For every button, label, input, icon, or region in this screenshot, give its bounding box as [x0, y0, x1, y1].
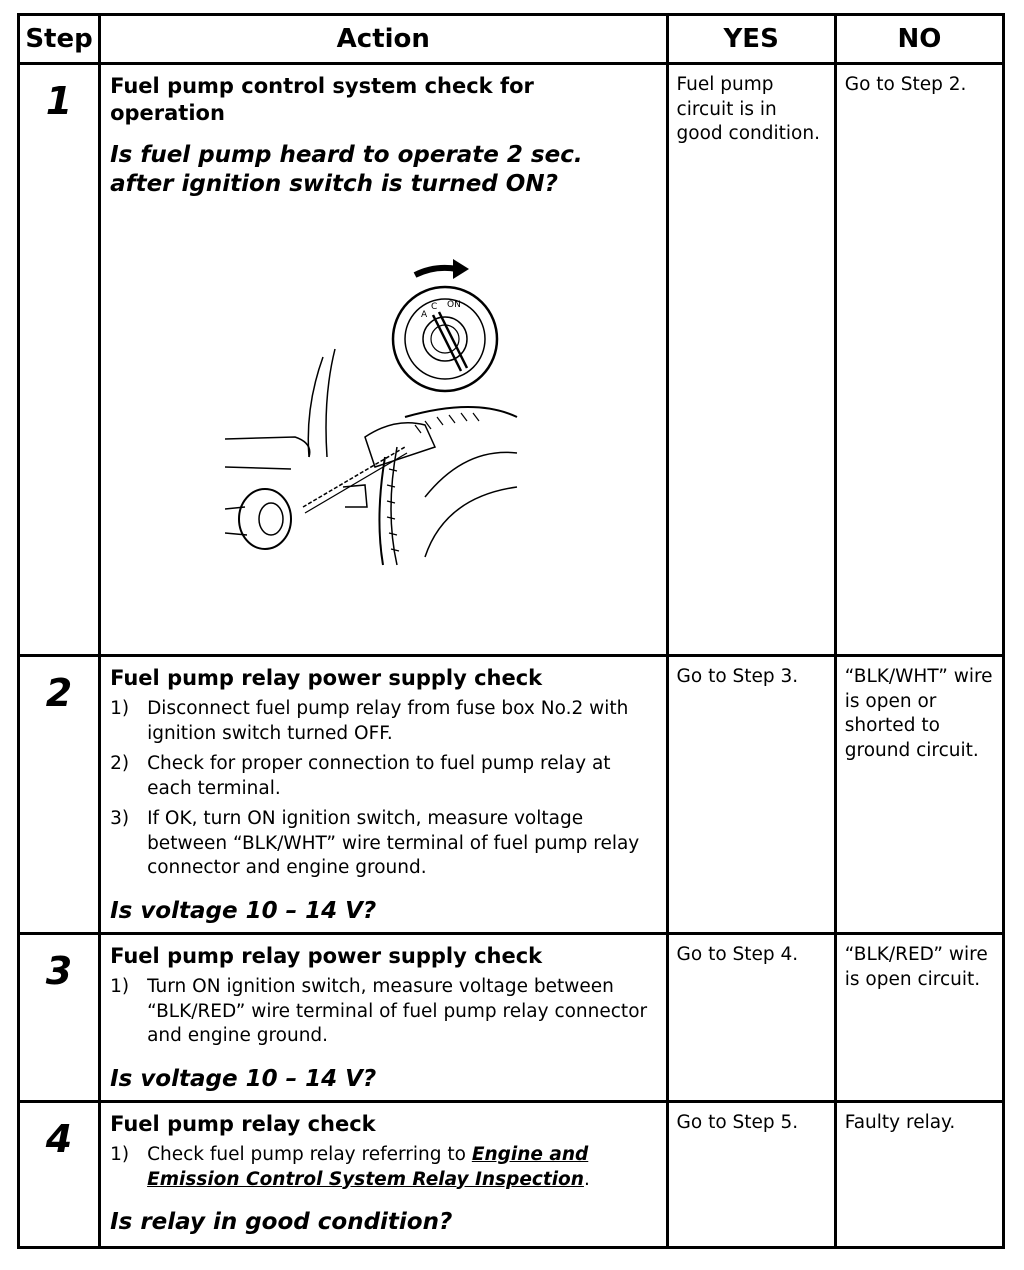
svg-text:A: A	[421, 310, 428, 320]
no-result: “BLK/WHT” wire is open or shorted to ground circuit.	[844, 666, 993, 761]
step-cell	[19, 64, 100, 656]
procedure-list	[110, 975, 657, 1049]
yes-result: Go to Step 5.	[676, 1112, 799, 1133]
action-cell	[100, 934, 667, 1102]
table-row	[19, 1102, 1004, 1248]
action-cell	[100, 1102, 667, 1248]
yes-cell	[667, 1102, 835, 1248]
no-cell	[835, 1102, 1003, 1248]
yes-result: Fuel pump circuit is in good condition.	[676, 74, 820, 144]
no-result: Faulty relay.	[844, 1112, 956, 1133]
svg-text:ON: ON	[447, 300, 461, 310]
procedure-list	[110, 1143, 657, 1192]
step-number: 1	[45, 79, 73, 123]
no-cell	[835, 64, 1003, 656]
yes-cell	[667, 64, 835, 656]
no-result: “BLK/RED” wire is open circuit.	[844, 944, 988, 990]
list-item: 3) If OK, turn ON ignition switch, measure voltage between “BLK/WHT” wire terminal of fuel pump relay connector and engine ground.	[110, 808, 640, 878]
procedure-list	[110, 697, 657, 881]
header-row	[19, 15, 1004, 64]
list-item: 1) Check fuel pump relay referring to Engine and Emission Control System Relay Inspection.	[110, 1144, 590, 1190]
yes-cell	[667, 656, 835, 934]
step-number: 4	[45, 1117, 73, 1161]
action-question: Is voltage 10 – 14 V?	[110, 1065, 377, 1092]
header-action: Action	[100, 15, 667, 64]
header-no: NO	[835, 15, 1003, 64]
diagnostic-table	[17, 13, 1005, 1249]
list-item: 1) Disconnect fuel pump relay from fuse box No.2 with ignition switch turned OFF.	[110, 698, 629, 744]
page-bottom-cutoff	[0, 1258, 1024, 1270]
yes-result: Go to Step 4.	[676, 944, 799, 965]
no-cell	[835, 656, 1003, 934]
header-step: Step	[19, 15, 100, 64]
action-cell	[100, 64, 667, 656]
action-title: Fuel pump control system check for operation	[110, 74, 534, 125]
svg-text:C: C	[431, 302, 438, 312]
list-item: 2) Check for proper connection to fuel pump relay at each terminal.	[110, 753, 611, 799]
list-item: 1) Turn ON ignition switch, measure voltage between “BLK/RED” wire terminal of fuel pump relay connector and engine ground.	[110, 976, 648, 1046]
step-number: 3	[45, 949, 73, 993]
action-question: Is voltage 10 – 14 V?	[110, 897, 377, 924]
step-cell	[19, 1102, 100, 1248]
table-row	[19, 656, 1004, 934]
relay-inspection-link[interactable]: Engine and Emission Control System Relay Inspection	[147, 1144, 589, 1190]
yes-cell	[667, 934, 835, 1102]
step-cell	[19, 656, 100, 934]
action-question: Is fuel pump heard to operate 2 sec. after ignition switch is turned ON?	[110, 142, 583, 197]
table-row	[19, 64, 1004, 656]
step-number: 2	[45, 671, 73, 715]
action-title: Fuel pump relay power supply check	[110, 944, 543, 968]
no-result: Go to Step 2.	[844, 74, 967, 95]
action-title: Fuel pump relay check	[110, 1112, 376, 1136]
table-row	[19, 934, 1004, 1102]
action-question: Is relay in good condition?	[110, 1209, 453, 1235]
action-cell	[100, 656, 667, 934]
step-cell	[19, 934, 100, 1102]
ignition-switch-illustration	[225, 257, 525, 567]
yes-result: Go to Step 3.	[676, 666, 799, 687]
no-cell	[835, 934, 1003, 1102]
header-yes: YES	[667, 15, 835, 64]
action-title: Fuel pump relay power supply check	[110, 666, 543, 690]
